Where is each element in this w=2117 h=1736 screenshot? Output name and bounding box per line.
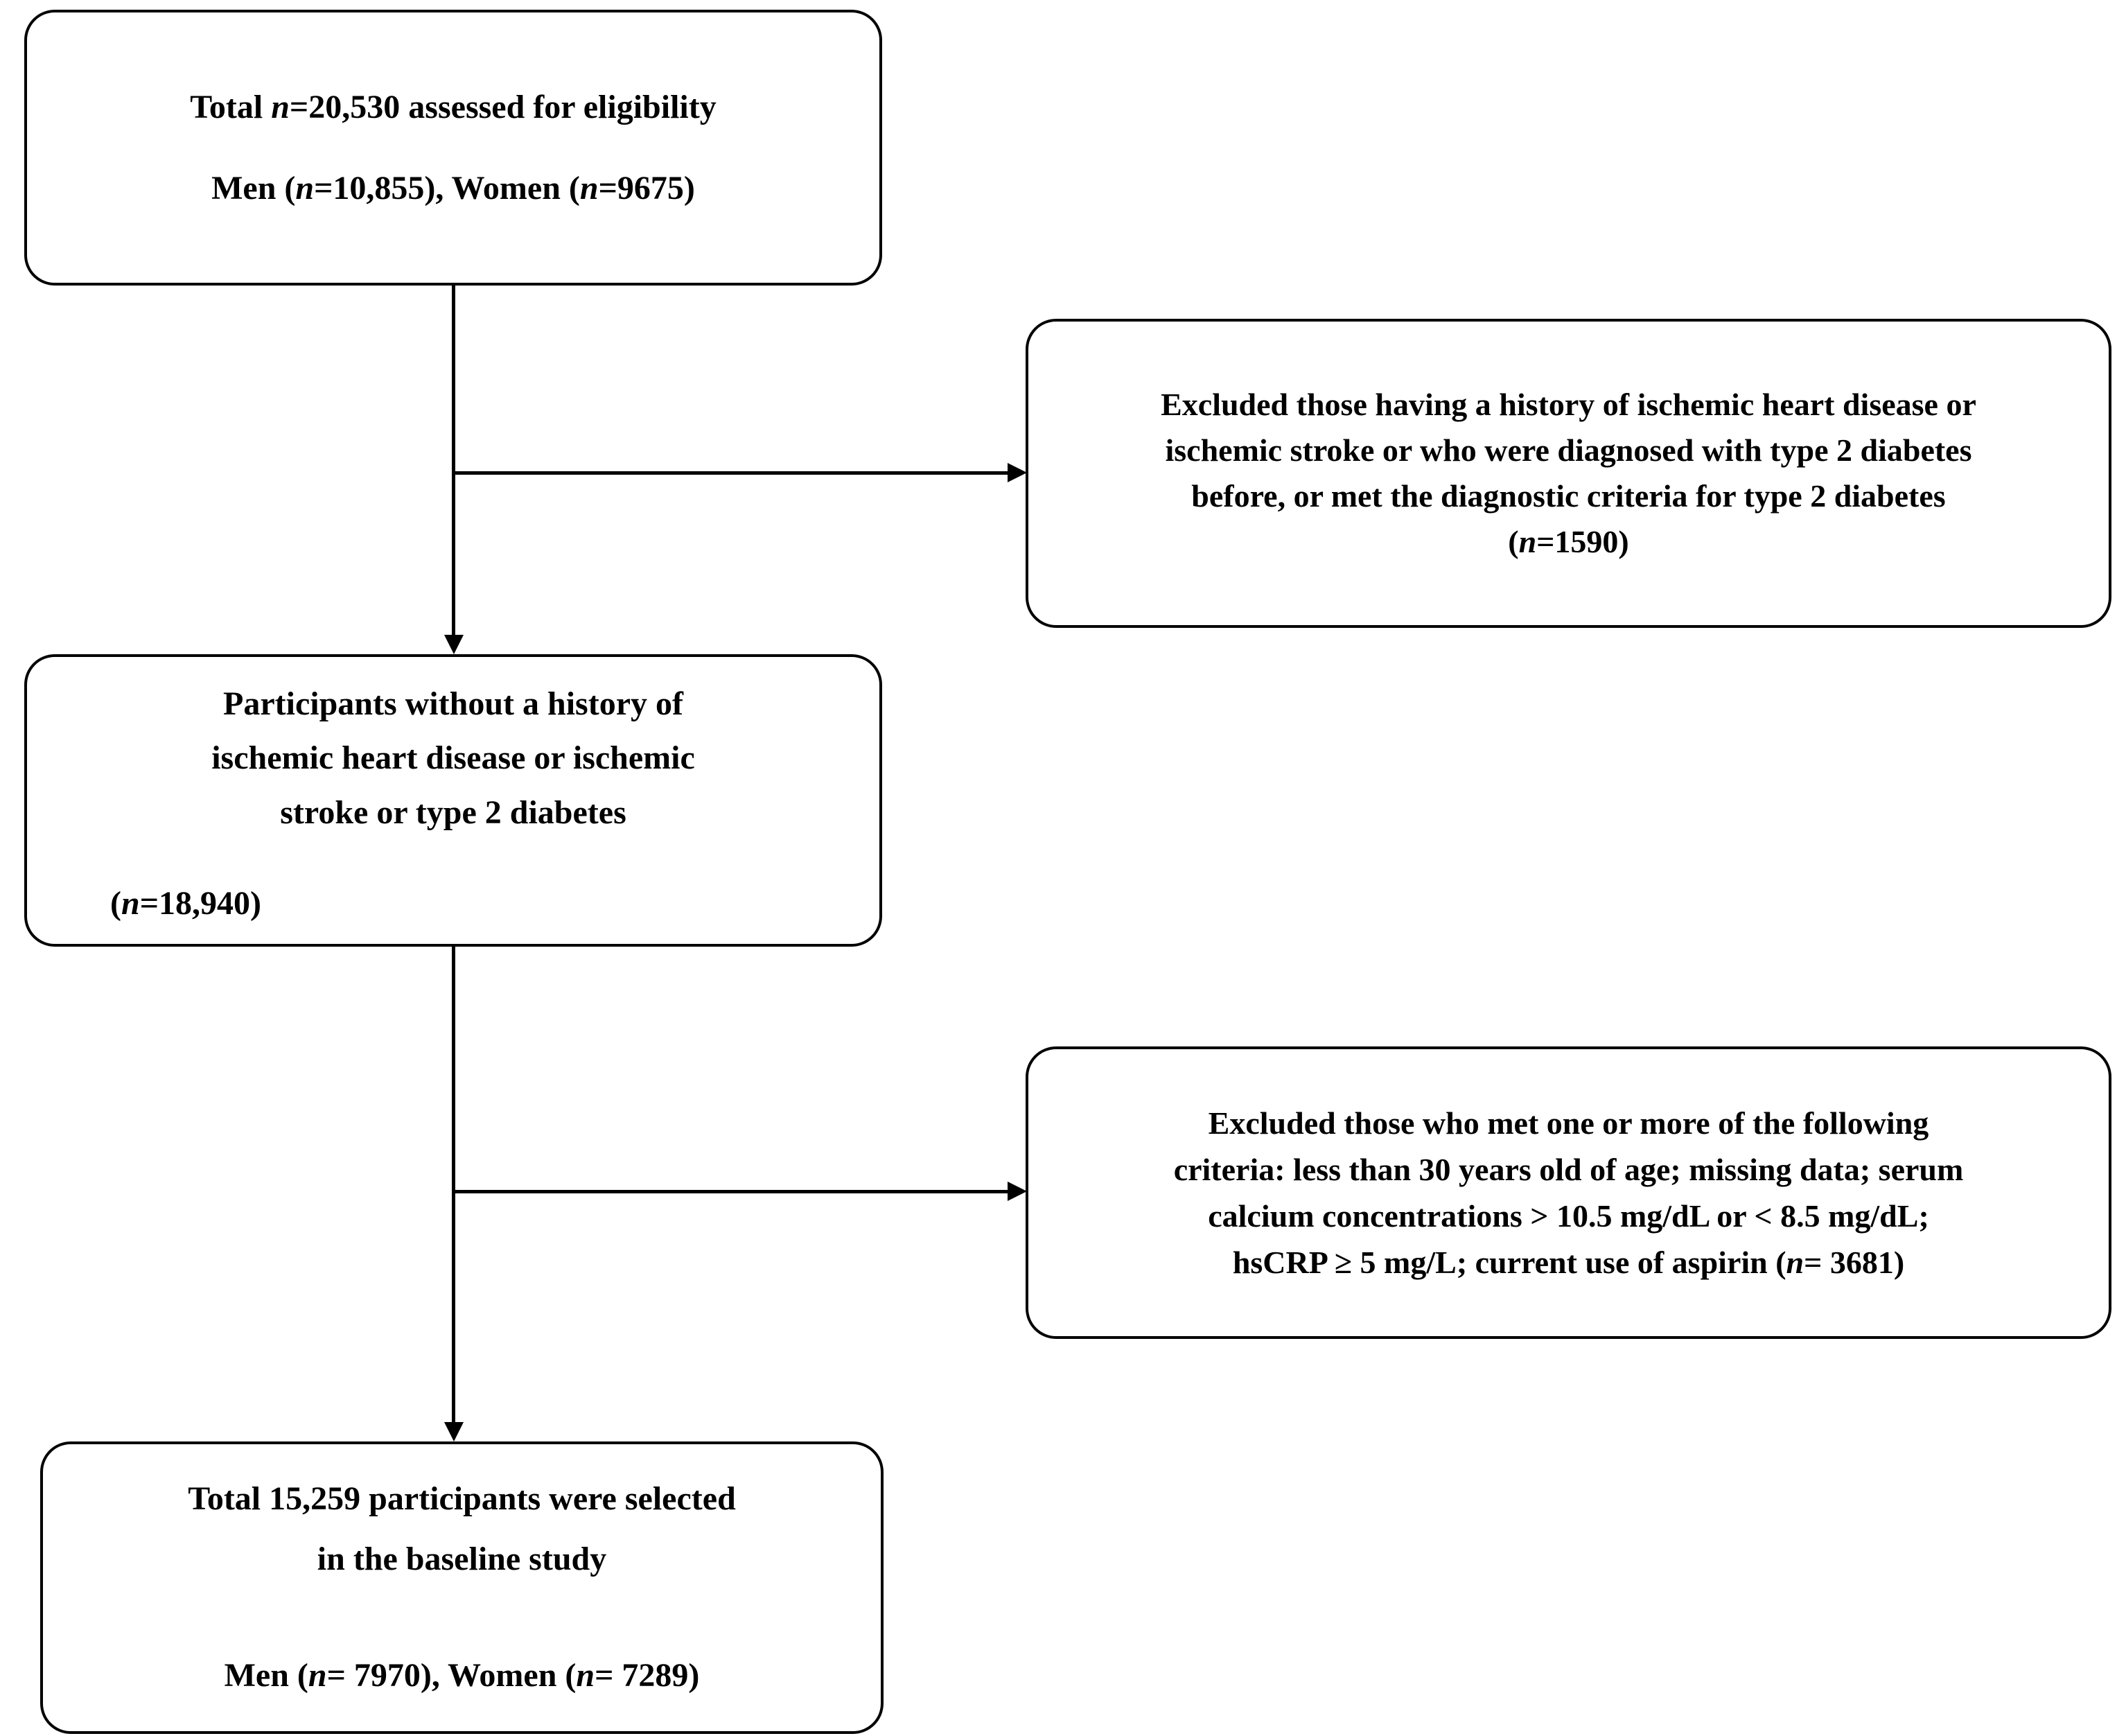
text-segment: ( — [110, 884, 121, 922]
text-segment: Excluded those who met one or more of the following — [1208, 1105, 1929, 1141]
italic-n: n — [579, 170, 599, 207]
box-eligibility — [24, 10, 882, 286]
text-segment: = 7970), Women ( — [326, 1657, 577, 1694]
nohistory-line-2 — [27, 731, 879, 786]
italic-n: n — [576, 1657, 595, 1694]
nohistory-line-1 — [27, 677, 879, 732]
connector-vertical-1 — [452, 284, 455, 639]
box-participants-without-history — [24, 654, 882, 947]
text-segment: Total — [190, 89, 272, 125]
eligibility-line-total — [27, 88, 879, 126]
text-segment: Participants without a history of — [223, 685, 683, 722]
text-segment: ischemic stroke or who were diagnosed with type 2 diabetes — [1165, 432, 1972, 468]
selected-line-2 — [43, 1529, 881, 1589]
text-segment: calcium concentrations > 10.5 mg/dL or < 8.5 mg/dL; — [1208, 1198, 1929, 1234]
box-excluded-criteria — [1026, 1046, 2111, 1339]
connector-branch-1 — [452, 471, 1013, 475]
connector-vertical-2 — [452, 945, 455, 1426]
italic-n: n — [1786, 1245, 1804, 1281]
arrowhead-right-2 — [1008, 1182, 1027, 1201]
text-segment: =20,530 assessed for eligibility — [289, 89, 717, 125]
text-segment: = 3681) — [1804, 1245, 1905, 1281]
text-segment: Total 15,259 participants were selected — [188, 1480, 736, 1518]
nohistory-line-3 — [27, 786, 879, 841]
text-segment: =9675) — [598, 170, 695, 207]
excluded2-line-3 — [1028, 1193, 2109, 1239]
italic-n: n — [308, 1657, 327, 1694]
selected-line-1 — [43, 1469, 881, 1529]
connector-branch-2 — [452, 1190, 1013, 1193]
arrowhead-right-1 — [1008, 463, 1027, 482]
text-segment: Men ( — [224, 1657, 308, 1694]
box-excluded-history — [1026, 319, 2111, 628]
excluded1-line-2 — [1028, 428, 2109, 473]
excluded1-line-3 — [1028, 473, 2109, 519]
italic-n: n — [271, 89, 290, 125]
excluded1-count — [1028, 519, 2109, 565]
text-segment: stroke or type 2 diabetes — [280, 794, 626, 831]
text-segment: Men ( — [211, 170, 296, 207]
text-segment: Excluded those having a history of ischemic heart disease or — [1161, 386, 1976, 422]
italic-n: n — [1518, 524, 1537, 560]
text-segment: before, or met the diagnostic criteria for type 2 diabetes — [1191, 478, 1946, 514]
selected-men-women — [43, 1646, 881, 1706]
eligibility-line-men-women — [27, 169, 879, 207]
italic-n: n — [295, 170, 315, 207]
excluded2-line-1 — [1028, 1100, 2109, 1146]
box-selected-participants — [40, 1441, 884, 1734]
italic-n: n — [121, 884, 140, 922]
text-segment: =1590) — [1536, 524, 1629, 560]
text-segment: hsCRP ≥ 5 mg/L; current use of aspirin ( — [1232, 1245, 1786, 1281]
excluded2-line-2 — [1028, 1146, 2109, 1193]
text-segment: ( — [1508, 524, 1519, 560]
nohistory-count — [27, 877, 963, 931]
text-segment: = 7289) — [595, 1657, 700, 1694]
text-segment: criteria: less than 30 years old of age; missing data; serum — [1173, 1151, 1964, 1187]
text-segment: =10,855), Women ( — [314, 170, 580, 207]
excluded1-line-1 — [1028, 382, 2109, 428]
text-segment: ischemic heart disease or ischemic — [211, 739, 695, 777]
arrowhead-down-1 — [444, 635, 464, 654]
text-segment: =18,940) — [139, 884, 262, 922]
arrowhead-down-2 — [444, 1422, 464, 1441]
text-segment: in the baseline study — [317, 1540, 607, 1577]
excluded2-count — [1028, 1239, 2109, 1286]
